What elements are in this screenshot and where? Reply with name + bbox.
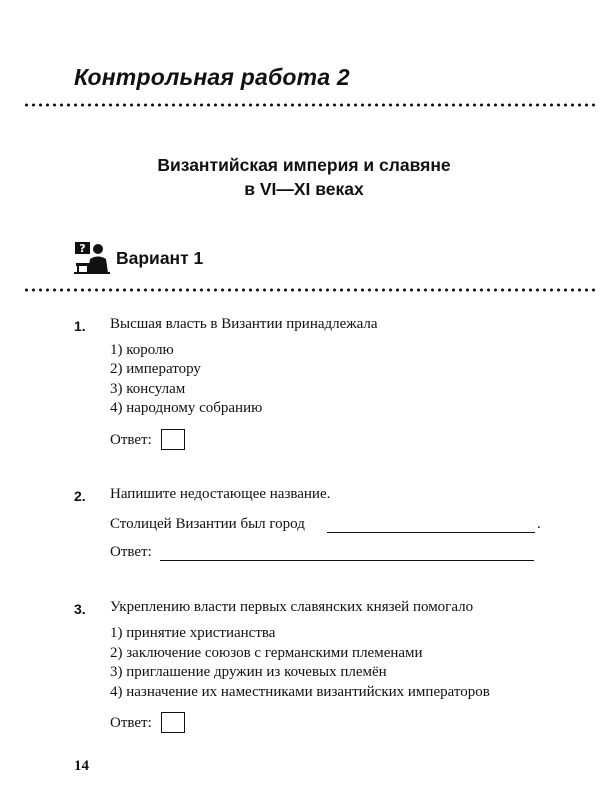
question-3-answer-label: Ответ: (110, 715, 152, 731)
question-3-option-3[interactable]: 3) приглашение дружин из кочевых племён (110, 664, 387, 680)
question-2-sentence: Столицей Византии был город (110, 516, 305, 532)
question-1-option-2[interactable]: 2) императору (110, 361, 201, 377)
question-1-option-4[interactable]: 4) народному собранию (110, 400, 263, 416)
question-1-option-1[interactable]: 1) королю (110, 342, 174, 358)
dotted-divider-top (23, 103, 598, 107)
pupil-with-question-mark-icon (74, 241, 110, 275)
question-3-text: Укреплению власти первых славянских князей помогало (110, 599, 474, 615)
question-2-blank-line[interactable] (327, 532, 535, 533)
question-3-answer-box[interactable] (161, 712, 185, 733)
page-number: 14 (74, 758, 89, 774)
question-1-number: 1. (74, 318, 86, 334)
svg-text:?: ? (79, 242, 86, 255)
question-1-text: Высшая власть в Византии принадлежала (110, 316, 378, 332)
question-3-option-4[interactable]: 4) назначение их наместниками византийских императоров (110, 684, 490, 700)
question-3-option-2[interactable]: 2) заключение союзов с германскими племенами (110, 645, 423, 661)
question-2-answer-label: Ответ: (110, 544, 152, 560)
question-1-option-3[interactable]: 3) консулам (110, 381, 186, 397)
question-3-option-1[interactable]: 1) принятие христианства (110, 625, 276, 641)
variant-heading (74, 240, 203, 276)
question-2-answer-line[interactable] (160, 560, 534, 561)
question-2-text: Напишите недостающее название. (110, 486, 331, 502)
question-1-answer-box[interactable] (161, 429, 185, 450)
page-title: Контрольная работа 2 (74, 64, 350, 90)
topic-title-line-1: Византийская империя и славяне (157, 155, 451, 175)
variant-label: Вариант 1 (116, 247, 204, 268)
dotted-divider-variant (23, 288, 598, 292)
topic-title-line-2: в VI—XI веках (244, 179, 364, 199)
question-2-sentence-end: . (537, 516, 541, 532)
question-3-number: 3. (74, 601, 86, 617)
question-1-answer-label: Ответ: (110, 432, 152, 448)
question-2-number: 2. (74, 488, 86, 504)
topic-title (0, 153, 608, 201)
